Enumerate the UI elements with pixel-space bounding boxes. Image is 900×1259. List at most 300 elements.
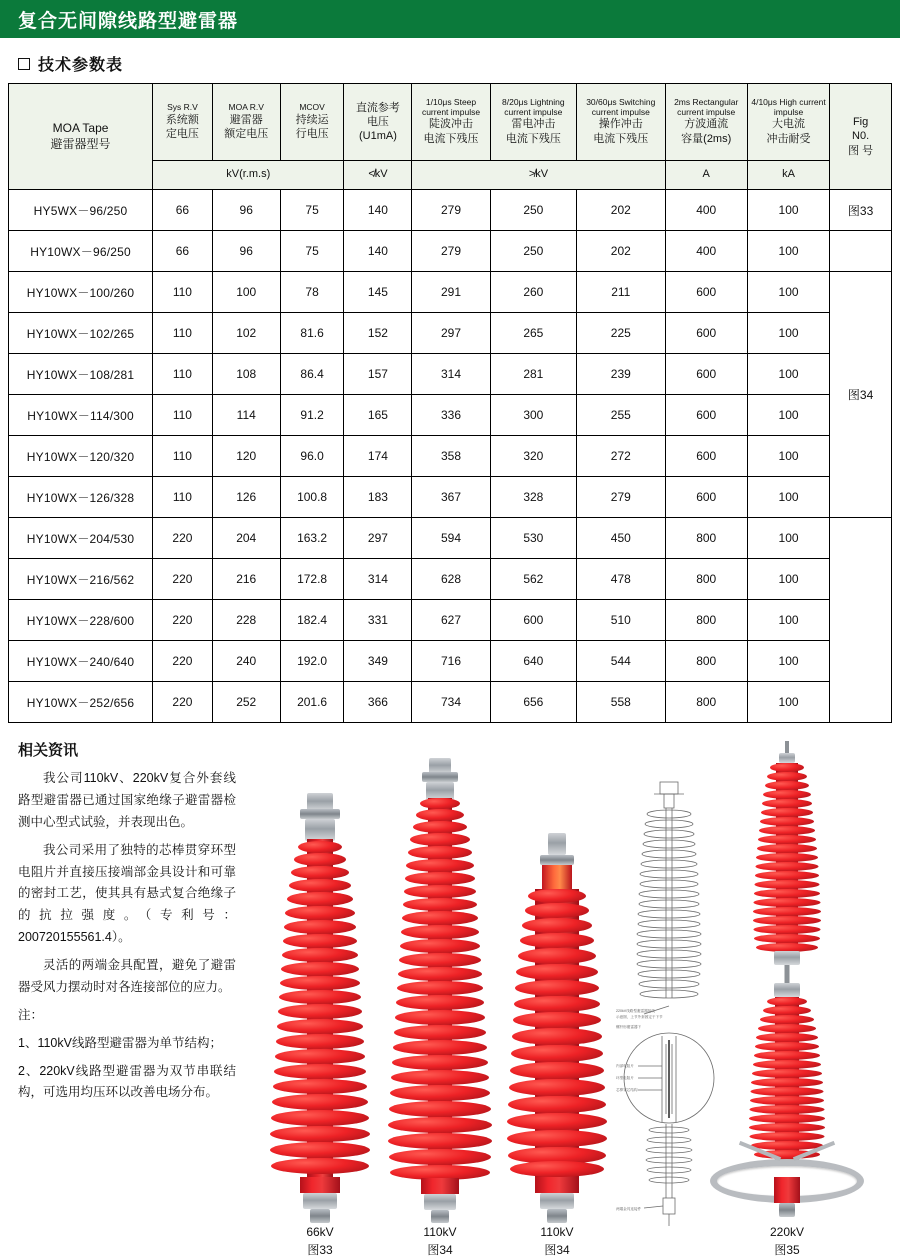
shed xyxy=(416,809,464,821)
cell-model: HY10WX－216/562 xyxy=(9,559,153,600)
shed xyxy=(271,1158,369,1174)
shed xyxy=(403,898,477,911)
shed xyxy=(391,1070,489,1085)
shed xyxy=(749,1114,825,1123)
bottom-bracket xyxy=(547,1209,567,1223)
shed xyxy=(509,1079,605,1096)
cell-rect: 600 xyxy=(665,272,747,313)
top-fitting xyxy=(779,753,795,763)
table-row xyxy=(9,518,892,559)
schematic-label-bottom: 两端金具连接件 xyxy=(616,1207,642,1211)
shed xyxy=(401,925,479,939)
shed xyxy=(767,772,807,781)
th-fig-no: Fig N0. 图 号 xyxy=(830,84,892,190)
cell-light: 265 xyxy=(490,313,576,354)
cell-model: HY10WX－96/250 xyxy=(9,231,153,272)
cell-rv: 120 xyxy=(212,436,280,477)
shed xyxy=(514,996,600,1012)
cell-high: 100 xyxy=(747,354,829,395)
cell-high: 100 xyxy=(747,231,829,272)
cell-sys: 110 xyxy=(153,395,213,436)
bottom-bracket xyxy=(779,1203,795,1217)
th-high-current-impulse: 4/10μs High current impulse 大电流 冲击耐受 xyxy=(747,84,829,161)
th-unit-ka: kA xyxy=(747,161,829,190)
cell-model: HY10WX－204/530 xyxy=(9,518,153,559)
cell-steep: 628 xyxy=(412,559,490,600)
cell-dc: 140 xyxy=(344,231,412,272)
shed xyxy=(516,964,598,980)
cell-mcov: 75 xyxy=(280,231,344,272)
shed xyxy=(525,903,589,918)
shed xyxy=(756,862,819,871)
shed xyxy=(404,885,476,898)
cell-steep: 336 xyxy=(412,395,490,436)
cell-rv: 108 xyxy=(212,354,280,395)
schematic-label-mid2: 环型电阻片 xyxy=(616,1076,634,1080)
cell-steep: 367 xyxy=(412,477,490,518)
shed xyxy=(763,1006,811,1015)
info-paragraph: 我公司采用了独特的芯棒贯穿环型电阻片并直接压接端部金具设计和可靠的密封工艺，使其具有悬式复合绝缘子的抗拉强度。（专利号：200720155561.4）。 xyxy=(18,842,236,945)
cell-switch: 225 xyxy=(577,313,666,354)
shed xyxy=(277,1019,363,1034)
cell-high: 100 xyxy=(747,395,829,436)
shed xyxy=(758,835,816,844)
cell-rv: 240 xyxy=(212,641,280,682)
shed xyxy=(751,1087,824,1096)
cell-high: 100 xyxy=(747,518,829,559)
cell-rect: 400 xyxy=(665,190,747,231)
section-title: 技术参数表 xyxy=(38,57,124,74)
cell-rv: 114 xyxy=(212,395,280,436)
table-row xyxy=(9,600,892,641)
shed xyxy=(420,798,460,809)
cell-dc: 331 xyxy=(344,600,412,641)
table-row xyxy=(9,272,892,313)
cell-light: 260 xyxy=(490,272,576,313)
note-item: 2、220kV线路型避雷器为双节串联结构，可选用均压环以改善电场分布。 xyxy=(18,1063,236,1100)
cell-sys: 110 xyxy=(153,272,213,313)
cell-switch: 279 xyxy=(577,477,666,518)
cell-switch: 255 xyxy=(577,395,666,436)
shed xyxy=(510,1062,604,1079)
spec-table-container xyxy=(0,83,900,723)
cell-rect: 800 xyxy=(665,600,747,641)
page-title: 复合无间隙线路型避雷器 xyxy=(18,10,239,32)
shed xyxy=(402,911,478,925)
bottom-flange xyxy=(424,1194,456,1210)
cell-dc: 152 xyxy=(344,313,412,354)
shed xyxy=(270,1142,370,1158)
shed xyxy=(289,879,351,892)
shed xyxy=(276,1034,364,1049)
shed-stack xyxy=(260,839,380,1181)
cell-sys: 110 xyxy=(153,436,213,477)
shed xyxy=(280,976,360,990)
cell-high: 100 xyxy=(747,272,829,313)
cell-rv: 228 xyxy=(212,600,280,641)
shed xyxy=(408,846,472,859)
cell-light: 250 xyxy=(490,190,576,231)
cell-model: HY10WX－240/640 xyxy=(9,641,153,682)
schematic-drawing xyxy=(614,778,724,1238)
cell-high: 100 xyxy=(747,190,829,231)
shed xyxy=(388,1117,492,1133)
th-unit-dc-kv: ≮kV xyxy=(344,161,412,190)
shed xyxy=(753,1060,821,1069)
cell-model: HY10WX－120/320 xyxy=(9,436,153,477)
lower-section xyxy=(0,723,900,1257)
shed xyxy=(287,892,353,906)
shed xyxy=(752,1069,822,1078)
cell-switch: 272 xyxy=(577,436,666,477)
shed xyxy=(388,1133,492,1149)
cell-rv: 96 xyxy=(212,231,280,272)
cell-light: 320 xyxy=(490,436,576,477)
cell-mcov: 201.6 xyxy=(280,682,344,723)
cell-dc: 140 xyxy=(344,190,412,231)
cell-model: HY10WX－102/265 xyxy=(9,313,153,354)
table-row xyxy=(9,354,892,395)
shed xyxy=(528,889,586,903)
cell-rect: 800 xyxy=(665,559,747,600)
cell-light: 250 xyxy=(490,231,576,272)
shed xyxy=(765,781,809,790)
th-switching-impulse: 30/60μs Switching current impulse 操作冲击 电流下残压 xyxy=(577,84,666,161)
shed-stack xyxy=(380,798,500,1180)
cell-dc: 145 xyxy=(344,272,412,313)
cell-switch: 211 xyxy=(577,272,666,313)
figure-voltage-label: 110kV xyxy=(423,1225,457,1239)
cell-high: 100 xyxy=(747,600,829,641)
cell-sys: 66 xyxy=(153,231,213,272)
top-clamp xyxy=(422,772,458,782)
cell-model: HY10WX－252/656 xyxy=(9,682,153,723)
note-item: 1、110kV线路型避雷器为单节结构； xyxy=(18,1035,222,1050)
info-paragraph: 我公司110kV、220kV复合外套线路型避雷器已通过国家绝缘子避雷器检测中心型式试验，并表现出色。 xyxy=(18,771,236,829)
bottom-flange xyxy=(540,1193,574,1209)
shed xyxy=(298,841,342,853)
cell-rect: 800 xyxy=(665,518,747,559)
cell-steep: 358 xyxy=(412,436,490,477)
shed xyxy=(283,934,357,948)
cell-fig: 图33 xyxy=(830,190,892,231)
top-clamp xyxy=(540,855,574,865)
cell-steep: 627 xyxy=(412,600,490,641)
cell-high: 100 xyxy=(747,436,829,477)
shed xyxy=(273,1079,367,1094)
th-steep-impulse: 1/10μs Steep current impulse 陡波冲击 电流下残压 xyxy=(412,84,490,161)
cell-steep: 314 xyxy=(412,354,490,395)
th-lightning-impulse: 8/20μs Lightning current impulse 雷电冲击 电流下残压 xyxy=(490,84,576,161)
figure-no-label: 图34 xyxy=(544,1243,570,1257)
schematic-label-mid1: 内部电阻片 xyxy=(616,1064,634,1068)
schematic-label-top: 220kV线路型避雷器接线 xyxy=(616,1009,655,1013)
cell-dc: 314 xyxy=(344,559,412,600)
cell-steep: 279 xyxy=(412,231,490,272)
cell-switch: 558 xyxy=(577,682,666,723)
cell-light: 562 xyxy=(490,559,576,600)
shed xyxy=(389,1101,491,1117)
shed-stack-lower xyxy=(712,997,862,1161)
shed xyxy=(518,948,596,964)
cell-rect: 600 xyxy=(665,477,747,518)
bottom-bracket xyxy=(310,1209,330,1223)
cell-mcov: 81.6 xyxy=(280,313,344,354)
shed xyxy=(763,790,811,799)
th-model: MOA Tape 避雷器型号 xyxy=(9,84,153,190)
cell-steep: 716 xyxy=(412,641,490,682)
square-bullet-icon xyxy=(18,58,30,70)
shed xyxy=(272,1094,368,1110)
top-flange xyxy=(305,819,335,841)
shed xyxy=(510,1161,604,1177)
th-sys-rv: Sys R.V 系统额 定电压 xyxy=(153,84,213,161)
shed xyxy=(275,1049,365,1064)
table-row xyxy=(9,395,892,436)
cell-light: 328 xyxy=(490,477,576,518)
cell-dc: 183 xyxy=(344,477,412,518)
shed xyxy=(753,907,821,916)
cell-mcov: 182.4 xyxy=(280,600,344,641)
cell-light: 530 xyxy=(490,518,576,559)
figure-no-label: 图34 xyxy=(427,1243,453,1257)
th-mcov: MCOV 持续运 行电压 xyxy=(280,84,344,161)
schematic-label-mid3: 芯棒穿芯结构 xyxy=(616,1088,638,1092)
th-unit-a: A xyxy=(665,161,747,190)
table-row xyxy=(9,190,892,231)
shed xyxy=(756,853,818,862)
schematic-label-top2: 示意图，上节外套固定于下节 xyxy=(616,1015,663,1019)
shed xyxy=(400,939,480,953)
cell-model: HY10WX－114/300 xyxy=(9,395,153,436)
th-unit-residual-kv: ≯kV xyxy=(412,161,665,190)
cell-steep: 297 xyxy=(412,313,490,354)
figure-110kv-a xyxy=(380,758,500,1259)
bottom-body xyxy=(421,1178,459,1194)
shed xyxy=(394,1025,486,1040)
shed xyxy=(770,763,804,772)
shed-stack-upper xyxy=(712,763,862,953)
cell-model: HY10WX－108/281 xyxy=(9,354,153,395)
shed xyxy=(759,826,815,835)
cell-model: HY10WX－228/600 xyxy=(9,600,153,641)
shed xyxy=(271,1110,369,1126)
info-title: 相关资讯 xyxy=(18,742,79,759)
info-column xyxy=(0,733,250,1243)
figure-110kv-b xyxy=(502,833,612,1259)
cell-sys: 110 xyxy=(153,354,213,395)
spec-table-body xyxy=(9,190,892,723)
cell-mcov: 75 xyxy=(280,190,344,231)
shed xyxy=(397,981,483,995)
table-row xyxy=(9,436,892,477)
shed xyxy=(392,1055,488,1070)
cell-sys: 220 xyxy=(153,682,213,723)
shed xyxy=(507,1113,607,1130)
shed xyxy=(410,833,470,846)
notes-title: 注： xyxy=(18,1007,44,1022)
cell-rect: 800 xyxy=(665,641,747,682)
cell-mcov: 172.8 xyxy=(280,559,344,600)
cell-rv: 126 xyxy=(212,477,280,518)
cell-dc: 366 xyxy=(344,682,412,723)
shed xyxy=(755,1042,819,1051)
cell-steep: 734 xyxy=(412,682,490,723)
mid-link xyxy=(785,965,790,983)
cell-rv: 216 xyxy=(212,559,280,600)
cell-dc: 174 xyxy=(344,436,412,477)
shed xyxy=(512,1028,602,1045)
cell-light: 300 xyxy=(490,395,576,436)
th-rectangular-impulse: 2ms Rectangular current impulse 方波通流 容量(2ms) xyxy=(665,84,747,161)
cell-rect: 600 xyxy=(665,436,747,477)
shed xyxy=(398,967,482,981)
cell-rect: 600 xyxy=(665,354,747,395)
shed xyxy=(406,859,474,872)
table-row xyxy=(9,313,892,354)
figures-area xyxy=(250,733,900,1257)
shed xyxy=(399,953,481,967)
cell-high: 100 xyxy=(747,559,829,600)
shed xyxy=(278,1004,362,1019)
th-moa-rv: MOA R.V 避雷器 额定电压 xyxy=(212,84,280,161)
cell-mcov: 192.0 xyxy=(280,641,344,682)
cell-rv: 100 xyxy=(212,272,280,313)
figure-voltage-label: 66kV xyxy=(306,1225,334,1239)
shed xyxy=(513,1012,601,1028)
shed xyxy=(750,1132,825,1141)
cell-model: HY10WX－126/328 xyxy=(9,477,153,518)
cell-rect: 400 xyxy=(665,231,747,272)
shed xyxy=(281,962,359,976)
cell-model: HY5WX－96/250 xyxy=(9,190,153,231)
cell-rv: 102 xyxy=(212,313,280,354)
figure-no-label: 图33 xyxy=(307,1243,333,1257)
cell-rv: 252 xyxy=(212,682,280,723)
table-row xyxy=(9,559,892,600)
figure-66kv xyxy=(260,793,380,1259)
top-collar xyxy=(542,865,572,891)
cell-switch: 510 xyxy=(577,600,666,641)
cell-sys: 110 xyxy=(153,313,213,354)
shed xyxy=(393,1040,487,1055)
shed-stack xyxy=(502,889,612,1177)
cell-sys: 220 xyxy=(153,518,213,559)
table-row xyxy=(9,682,892,723)
cell-dc: 157 xyxy=(344,354,412,395)
cell-rect: 600 xyxy=(665,395,747,436)
cell-mcov: 86.4 xyxy=(280,354,344,395)
schematic-label-top3: 螺杆形避雷器下 xyxy=(616,1025,642,1029)
cell-sys: 220 xyxy=(153,641,213,682)
mid-coupling-bottom xyxy=(774,983,800,997)
cell-dc: 165 xyxy=(344,395,412,436)
shed xyxy=(754,898,821,907)
shed xyxy=(753,916,821,925)
bottom-flange xyxy=(303,1193,337,1209)
cell-rv: 204 xyxy=(212,518,280,559)
shed xyxy=(751,1078,823,1087)
cell-light: 640 xyxy=(490,641,576,682)
shed xyxy=(270,1126,370,1142)
cell-light: 281 xyxy=(490,354,576,395)
info-paragraph: 灵活的两端金具配置，避免了避雷器受风力摆动时对各连接部位的应力。 xyxy=(18,958,236,994)
shed xyxy=(761,808,813,817)
cell-dc: 297 xyxy=(344,518,412,559)
cell-switch: 544 xyxy=(577,641,666,682)
shed xyxy=(285,906,355,920)
shed xyxy=(767,997,807,1006)
shed xyxy=(413,821,467,833)
shed xyxy=(274,1064,366,1079)
bottom-body xyxy=(535,1177,579,1193)
cell-light: 656 xyxy=(490,682,576,723)
shed xyxy=(282,948,358,962)
shed xyxy=(760,817,814,826)
cell-sys: 110 xyxy=(153,477,213,518)
bottom-body xyxy=(774,1177,800,1203)
shed xyxy=(389,1149,491,1165)
shed xyxy=(754,889,820,898)
table-row xyxy=(9,477,892,518)
table-row xyxy=(9,231,892,272)
th-dc-reference: 直流参考 电压 (U1mA) xyxy=(344,84,412,161)
shed xyxy=(508,1096,606,1113)
cell-switch: 450 xyxy=(577,518,666,559)
cell-fig xyxy=(830,518,892,723)
shed xyxy=(754,925,821,934)
shed xyxy=(520,933,594,948)
cell-rv: 96 xyxy=(212,190,280,231)
th-unit-kv-rms: kV(r.m.s) xyxy=(153,161,344,190)
cell-switch: 478 xyxy=(577,559,666,600)
shed xyxy=(750,1105,825,1114)
shed xyxy=(405,872,475,885)
shed xyxy=(756,1033,818,1042)
cell-rect: 600 xyxy=(665,313,747,354)
cell-high: 100 xyxy=(747,477,829,518)
page-header xyxy=(0,0,900,38)
cell-dc: 349 xyxy=(344,641,412,682)
cell-mcov: 78 xyxy=(280,272,344,313)
cell-sys: 220 xyxy=(153,559,213,600)
shed xyxy=(755,871,819,880)
shed xyxy=(291,866,349,879)
cell-high: 100 xyxy=(747,313,829,354)
top-clamp xyxy=(300,809,340,819)
mid-coupling-top xyxy=(774,951,800,965)
shed xyxy=(511,1045,603,1062)
cell-switch: 202 xyxy=(577,190,666,231)
figure-no-label: 图35 xyxy=(774,1243,800,1257)
cell-steep: 291 xyxy=(412,272,490,313)
figure-voltage-label: 220kV xyxy=(769,1225,805,1239)
cell-high: 100 xyxy=(747,682,829,723)
shed xyxy=(757,844,817,853)
shed xyxy=(755,880,820,889)
cell-fig: 图34 xyxy=(830,272,892,518)
shed xyxy=(760,1015,814,1024)
figure-schematic xyxy=(614,778,724,1241)
figure-220kv xyxy=(712,741,862,1259)
cell-model: HY10WX－100/260 xyxy=(9,272,153,313)
top-fitting xyxy=(548,833,566,855)
cell-light: 600 xyxy=(490,600,576,641)
cell-high: 100 xyxy=(747,641,829,682)
shed xyxy=(762,799,812,808)
shed xyxy=(750,1096,824,1105)
section-heading xyxy=(0,38,900,83)
